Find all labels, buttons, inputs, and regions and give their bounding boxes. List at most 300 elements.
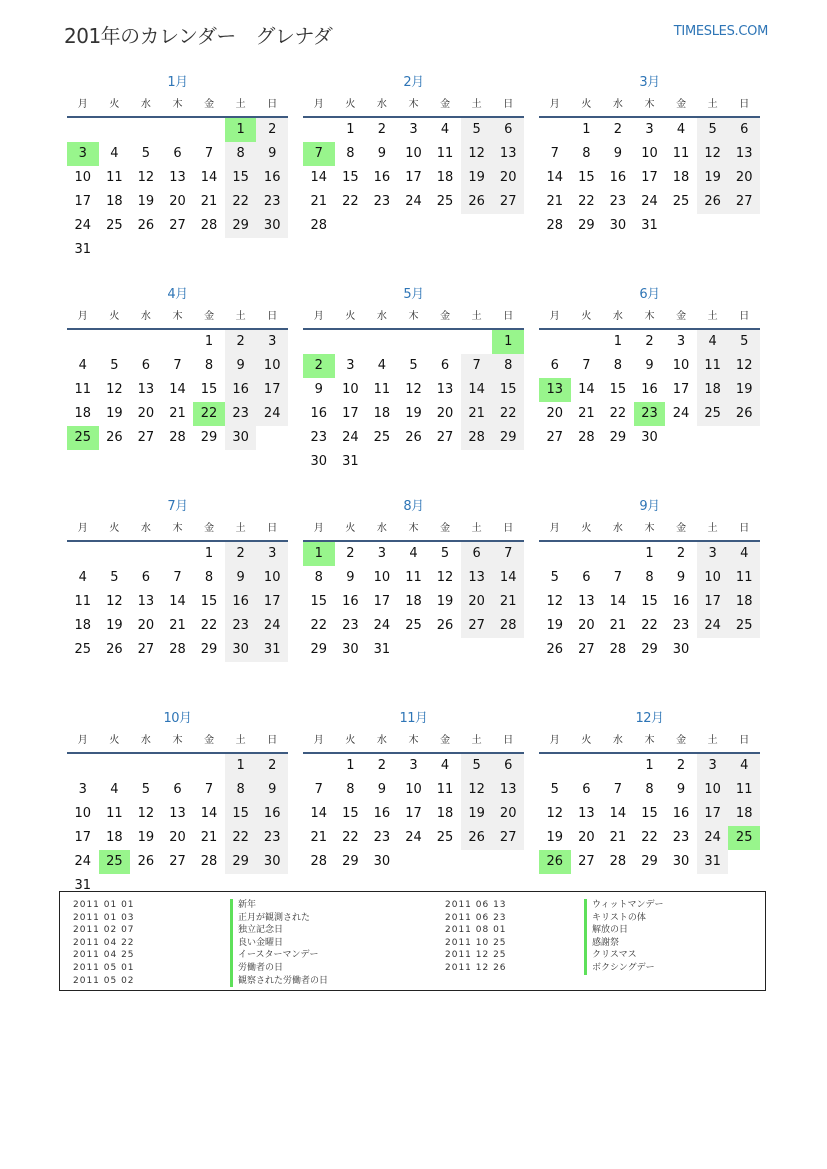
day-cell[interactable]: 31 <box>697 850 729 874</box>
day-cell[interactable]: 23 <box>373 194 391 209</box>
day-cell[interactable]: 9 <box>314 382 323 397</box>
day-cell[interactable]: 4 <box>78 358 87 373</box>
day-cell[interactable]: 22 <box>225 190 257 214</box>
day-cell[interactable]: 26 <box>697 190 729 214</box>
day-cell[interactable]: 11 <box>74 594 92 609</box>
day-cell[interactable]: 5 <box>141 782 151 797</box>
day-cell[interactable]: 15 <box>342 170 359 185</box>
day-cell[interactable]: 2 <box>225 542 257 566</box>
day-cell[interactable]: 12 <box>436 570 454 585</box>
day-cell[interactable]: 4 <box>440 758 450 773</box>
day-cell[interactable]: 29 <box>492 426 524 450</box>
day-cell[interactable]: 20 <box>578 618 595 633</box>
day-cell[interactable]: 28 <box>310 854 328 869</box>
day-cell[interactable]: 1 <box>346 122 355 137</box>
day-cell[interactable]: 5 <box>409 358 418 373</box>
day-cell[interactable]: 22 <box>578 194 595 209</box>
day-cell[interactable]: 24 <box>697 614 729 638</box>
day-cell[interactable]: 16 <box>373 170 391 185</box>
holiday-day-cell[interactable]: 7 <box>303 142 335 166</box>
day-cell[interactable]: 21 <box>310 830 328 845</box>
day-cell[interactable]: 18 <box>74 618 92 633</box>
day-cell[interactable]: 23 <box>256 190 288 214</box>
day-cell[interactable]: 7 <box>550 146 559 161</box>
day-cell[interactable]: 26 <box>137 854 155 869</box>
day-cell[interactable]: 3 <box>409 122 418 137</box>
day-cell[interactable]: 10 <box>672 358 690 373</box>
holiday-day-cell[interactable]: 25 <box>99 850 131 874</box>
day-cell[interactable]: 10 <box>373 570 391 585</box>
day-cell[interactable]: 21 <box>578 406 595 421</box>
day-cell[interactable]: 8 <box>314 570 323 585</box>
day-cell[interactable]: 24 <box>697 826 729 850</box>
day-cell[interactable]: 6 <box>728 118 760 142</box>
day-cell[interactable]: 15 <box>641 594 658 609</box>
day-cell[interactable]: 29 <box>342 854 359 869</box>
day-cell[interactable]: 6 <box>550 358 559 373</box>
day-cell[interactable]: 1 <box>645 546 654 561</box>
day-cell[interactable]: 11 <box>436 782 454 797</box>
day-cell[interactable]: 17 <box>641 170 658 185</box>
day-cell[interactable]: 4 <box>110 146 119 161</box>
day-cell[interactable]: 8 <box>225 778 257 802</box>
day-cell[interactable]: 10 <box>342 382 359 397</box>
day-cell[interactable]: 21 <box>609 830 627 845</box>
day-cell[interactable]: 16 <box>373 806 391 821</box>
day-cell[interactable]: 22 <box>609 406 627 421</box>
day-cell[interactable]: 21 <box>169 406 186 421</box>
day-cell[interactable]: 3 <box>697 754 729 778</box>
day-cell[interactable]: 2 <box>645 334 654 349</box>
day-cell[interactable]: 13 <box>169 170 186 185</box>
day-cell[interactable]: 24 <box>342 430 359 445</box>
holiday-day-cell[interactable]: 1 <box>303 542 335 566</box>
day-cell[interactable]: 22 <box>641 618 658 633</box>
day-cell[interactable]: 21 <box>310 194 328 209</box>
day-cell[interactable]: 17 <box>697 590 729 614</box>
day-cell[interactable]: 19 <box>106 618 123 633</box>
day-cell[interactable]: 20 <box>436 406 454 421</box>
day-cell[interactable]: 11 <box>74 382 92 397</box>
day-cell[interactable]: 28 <box>169 430 186 445</box>
day-cell[interactable]: 15 <box>342 806 359 821</box>
day-cell[interactable]: 27 <box>137 642 155 657</box>
day-cell[interactable]: 7 <box>613 570 623 585</box>
day-cell[interactable]: 13 <box>137 594 155 609</box>
day-cell[interactable]: 21 <box>546 194 564 209</box>
holiday-day-cell[interactable]: 13 <box>539 378 571 402</box>
day-cell[interactable]: 10 <box>697 778 729 802</box>
day-cell[interactable]: 6 <box>492 754 524 778</box>
holiday-day-cell[interactable]: 1 <box>492 330 524 354</box>
day-cell[interactable]: 7 <box>492 542 524 566</box>
day-cell[interactable]: 28 <box>492 614 524 638</box>
day-cell[interactable]: 14 <box>310 806 328 821</box>
day-cell[interactable]: 14 <box>578 382 595 397</box>
day-cell[interactable]: 29 <box>310 642 328 657</box>
day-cell[interactable]: 20 <box>492 802 524 826</box>
day-cell[interactable]: 19 <box>436 594 454 609</box>
day-cell[interactable]: 14 <box>169 594 186 609</box>
day-cell[interactable]: 5 <box>141 146 151 161</box>
day-cell[interactable]: 23 <box>310 430 328 445</box>
day-cell[interactable]: 15 <box>200 594 218 609</box>
day-cell[interactable]: 9 <box>225 354 257 378</box>
day-cell[interactable]: 18 <box>373 406 391 421</box>
day-cell[interactable]: 27 <box>492 826 524 850</box>
day-cell[interactable]: 2 <box>346 546 355 561</box>
day-cell[interactable]: 14 <box>609 806 627 821</box>
day-cell[interactable]: 19 <box>405 406 422 421</box>
day-cell[interactable]: 8 <box>492 354 524 378</box>
day-cell[interactable]: 5 <box>461 118 493 142</box>
day-cell[interactable]: 26 <box>405 430 422 445</box>
day-cell[interactable]: 30 <box>225 638 257 662</box>
day-cell[interactable]: 10 <box>74 806 92 821</box>
day-cell[interactable]: 16 <box>672 594 690 609</box>
day-cell[interactable]: 28 <box>200 218 218 233</box>
day-cell[interactable]: 1 <box>204 546 214 561</box>
day-cell[interactable]: 1 <box>346 758 355 773</box>
day-cell[interactable]: 12 <box>106 382 123 397</box>
day-cell[interactable]: 25 <box>373 430 391 445</box>
day-cell[interactable]: 30 <box>310 454 328 469</box>
day-cell[interactable]: 21 <box>169 618 186 633</box>
day-cell[interactable]: 11 <box>106 806 123 821</box>
day-cell[interactable]: 27 <box>169 854 186 869</box>
day-cell[interactable]: 16 <box>256 802 288 826</box>
day-cell[interactable]: 4 <box>377 358 387 373</box>
day-cell[interactable]: 4 <box>110 782 119 797</box>
day-cell[interactable]: 4 <box>697 330 729 354</box>
day-cell[interactable]: 29 <box>609 430 627 445</box>
day-cell[interactable]: 8 <box>225 142 257 166</box>
day-cell[interactable]: 28 <box>200 854 218 869</box>
day-cell[interactable]: 24 <box>74 218 92 233</box>
day-cell[interactable]: 14 <box>609 594 627 609</box>
day-cell[interactable]: 3 <box>676 334 686 349</box>
day-cell[interactable]: 8 <box>582 146 591 161</box>
day-cell[interactable]: 1 <box>582 122 591 137</box>
day-cell[interactable]: 26 <box>106 430 123 445</box>
day-cell[interactable]: 12 <box>546 594 564 609</box>
day-cell[interactable]: 8 <box>204 570 214 585</box>
holiday-day-cell[interactable]: 25 <box>728 826 760 850</box>
day-cell[interactable]: 15 <box>225 802 257 826</box>
day-cell[interactable]: 8 <box>346 146 355 161</box>
day-cell[interactable]: 11 <box>436 146 454 161</box>
day-cell[interactable]: 19 <box>106 406 123 421</box>
day-cell[interactable]: 8 <box>613 358 623 373</box>
day-cell[interactable]: 24 <box>641 194 658 209</box>
holiday-day-cell[interactable]: 26 <box>539 850 571 874</box>
day-cell[interactable]: 20 <box>728 166 760 190</box>
day-cell[interactable]: 3 <box>256 542 288 566</box>
holiday-day-cell[interactable]: 2 <box>303 354 335 378</box>
day-cell[interactable]: 1 <box>225 754 257 778</box>
day-cell[interactable]: 25 <box>405 618 422 633</box>
day-cell[interactable]: 20 <box>169 194 186 209</box>
day-cell[interactable]: 25 <box>697 402 729 426</box>
day-cell[interactable]: 20 <box>137 618 155 633</box>
day-cell[interactable]: 19 <box>461 166 493 190</box>
day-cell[interactable]: 27 <box>492 190 524 214</box>
day-cell[interactable]: 30 <box>256 214 288 238</box>
day-cell[interactable]: 30 <box>609 218 627 233</box>
holiday-day-cell[interactable]: 23 <box>634 402 666 426</box>
day-cell[interactable]: 20 <box>546 406 564 421</box>
day-cell[interactable]: 24 <box>74 854 92 869</box>
day-cell[interactable]: 18 <box>672 170 690 185</box>
day-cell[interactable]: 27 <box>728 190 760 214</box>
day-cell[interactable]: 7 <box>173 570 182 585</box>
day-cell[interactable]: 31 <box>74 878 92 893</box>
day-cell[interactable]: 5 <box>550 570 559 585</box>
day-cell[interactable]: 11 <box>697 354 729 378</box>
day-cell[interactable]: 5 <box>110 358 119 373</box>
day-cell[interactable]: 30 <box>641 430 658 445</box>
day-cell[interactable]: 22 <box>342 194 359 209</box>
day-cell[interactable]: 16 <box>310 406 328 421</box>
day-cell[interactable]: 22 <box>641 830 658 845</box>
day-cell[interactable]: 19 <box>697 166 729 190</box>
day-cell[interactable]: 27 <box>546 430 564 445</box>
holiday-day-cell[interactable]: 1 <box>225 118 257 142</box>
day-cell[interactable]: 9 <box>256 142 288 166</box>
day-cell[interactable]: 30 <box>672 642 690 657</box>
day-cell[interactable]: 21 <box>200 830 218 845</box>
day-cell[interactable]: 25 <box>74 642 92 657</box>
day-cell[interactable]: 10 <box>405 146 422 161</box>
day-cell[interactable]: 31 <box>373 642 391 657</box>
day-cell[interactable]: 8 <box>645 570 654 585</box>
day-cell[interactable]: 2 <box>676 758 686 773</box>
day-cell[interactable]: 21 <box>200 194 218 209</box>
day-cell[interactable]: 23 <box>609 194 627 209</box>
day-cell[interactable]: 9 <box>613 146 623 161</box>
day-cell[interactable]: 24 <box>405 830 422 845</box>
holiday-day-cell[interactable]: 25 <box>67 426 99 450</box>
day-cell[interactable]: 14 <box>546 170 564 185</box>
day-cell[interactable]: 19 <box>137 830 155 845</box>
day-cell[interactable]: 22 <box>310 618 328 633</box>
day-cell[interactable]: 16 <box>609 170 627 185</box>
day-cell[interactable]: 10 <box>405 782 422 797</box>
day-cell[interactable]: 14 <box>200 170 218 185</box>
day-cell[interactable]: 3 <box>256 330 288 354</box>
day-cell[interactable]: 10 <box>256 566 288 590</box>
day-cell[interactable]: 28 <box>461 426 493 450</box>
day-cell[interactable]: 19 <box>546 618 564 633</box>
day-cell[interactable]: 21 <box>461 402 493 426</box>
day-cell[interactable]: 2 <box>256 754 288 778</box>
day-cell[interactable]: 27 <box>436 430 454 445</box>
day-cell[interactable]: 18 <box>728 802 760 826</box>
day-cell[interactable]: 6 <box>582 570 591 585</box>
day-cell[interactable]: 25 <box>728 614 760 638</box>
day-cell[interactable]: 14 <box>492 566 524 590</box>
day-cell[interactable]: 6 <box>461 542 493 566</box>
day-cell[interactable]: 25 <box>672 194 690 209</box>
day-cell[interactable]: 24 <box>405 194 422 209</box>
day-cell[interactable]: 7 <box>173 358 182 373</box>
day-cell[interactable]: 26 <box>106 642 123 657</box>
day-cell[interactable]: 7 <box>582 358 591 373</box>
day-cell[interactable]: 23 <box>672 618 690 633</box>
day-cell[interactable]: 17 <box>74 194 92 209</box>
day-cell[interactable]: 15 <box>578 170 595 185</box>
day-cell[interactable]: 6 <box>141 570 151 585</box>
day-cell[interactable]: 28 <box>546 218 564 233</box>
day-cell[interactable]: 29 <box>225 850 257 874</box>
day-cell[interactable]: 16 <box>342 594 359 609</box>
day-cell[interactable]: 23 <box>373 830 391 845</box>
day-cell[interactable]: 24 <box>672 406 690 421</box>
day-cell[interactable]: 4 <box>728 754 760 778</box>
day-cell[interactable]: 24 <box>256 402 288 426</box>
day-cell[interactable]: 30 <box>373 854 391 869</box>
day-cell[interactable]: 18 <box>436 170 454 185</box>
day-cell[interactable]: 27 <box>578 854 595 869</box>
day-cell[interactable]: 9 <box>225 566 257 590</box>
day-cell[interactable]: 31 <box>74 242 92 257</box>
day-cell[interactable]: 23 <box>225 614 257 638</box>
day-cell[interactable]: 14 <box>310 170 328 185</box>
day-cell[interactable]: 28 <box>169 642 186 657</box>
day-cell[interactable]: 21 <box>609 618 627 633</box>
day-cell[interactable]: 28 <box>578 430 595 445</box>
day-cell[interactable]: 27 <box>169 218 186 233</box>
day-cell[interactable]: 12 <box>137 806 155 821</box>
day-cell[interactable]: 17 <box>74 830 92 845</box>
day-cell[interactable]: 31 <box>641 218 658 233</box>
day-cell[interactable]: 15 <box>492 378 524 402</box>
day-cell[interactable]: 15 <box>200 382 218 397</box>
day-cell[interactable]: 13 <box>169 806 186 821</box>
day-cell[interactable]: 5 <box>440 546 450 561</box>
day-cell[interactable]: 17 <box>697 802 729 826</box>
day-cell[interactable]: 28 <box>609 854 627 869</box>
day-cell[interactable]: 17 <box>256 378 288 402</box>
day-cell[interactable]: 4 <box>728 542 760 566</box>
day-cell[interactable]: 3 <box>409 758 418 773</box>
holiday-day-cell[interactable]: 22 <box>193 402 225 426</box>
day-cell[interactable]: 27 <box>578 642 595 657</box>
day-cell[interactable]: 30 <box>225 426 257 450</box>
day-cell[interactable]: 9 <box>676 782 686 797</box>
day-cell[interactable]: 31 <box>256 638 288 662</box>
day-cell[interactable]: 13 <box>492 142 524 166</box>
day-cell[interactable]: 8 <box>645 782 654 797</box>
day-cell[interactable]: 1 <box>645 758 654 773</box>
day-cell[interactable]: 13 <box>461 566 493 590</box>
day-cell[interactable]: 18 <box>405 594 422 609</box>
day-cell[interactable]: 9 <box>645 358 654 373</box>
day-cell[interactable]: 7 <box>613 782 623 797</box>
day-cell[interactable]: 22 <box>225 826 257 850</box>
day-cell[interactable]: 27 <box>461 614 493 638</box>
day-cell[interactable]: 24 <box>256 614 288 638</box>
day-cell[interactable]: 5 <box>461 754 493 778</box>
day-cell[interactable]: 9 <box>377 146 387 161</box>
day-cell[interactable]: 13 <box>578 594 595 609</box>
day-cell[interactable]: 17 <box>405 806 422 821</box>
day-cell[interactable]: 11 <box>672 146 690 161</box>
day-cell[interactable]: 29 <box>578 218 595 233</box>
day-cell[interactable]: 10 <box>641 146 658 161</box>
day-cell[interactable]: 8 <box>204 358 214 373</box>
day-cell[interactable]: 6 <box>440 358 450 373</box>
day-cell[interactable]: 19 <box>461 802 493 826</box>
day-cell[interactable]: 28 <box>310 218 328 233</box>
day-cell[interactable]: 22 <box>342 830 359 845</box>
day-cell[interactable]: 25 <box>106 218 123 233</box>
day-cell[interactable]: 10 <box>697 566 729 590</box>
day-cell[interactable]: 3 <box>78 782 87 797</box>
day-cell[interactable]: 7 <box>461 354 493 378</box>
day-cell[interactable]: 22 <box>492 402 524 426</box>
day-cell[interactable]: 16 <box>225 378 257 402</box>
day-cell[interactable]: 3 <box>697 542 729 566</box>
day-cell[interactable]: 31 <box>342 454 359 469</box>
day-cell[interactable]: 17 <box>672 382 690 397</box>
day-cell[interactable]: 16 <box>225 590 257 614</box>
day-cell[interactable]: 20 <box>169 830 186 845</box>
day-cell[interactable]: 29 <box>200 430 218 445</box>
day-cell[interactable]: 3 <box>346 358 355 373</box>
day-cell[interactable]: 23 <box>225 402 257 426</box>
day-cell[interactable]: 2 <box>225 330 257 354</box>
day-cell[interactable]: 15 <box>641 806 658 821</box>
day-cell[interactable]: 6 <box>492 118 524 142</box>
day-cell[interactable]: 19 <box>137 194 155 209</box>
day-cell[interactable]: 12 <box>106 594 123 609</box>
day-cell[interactable]: 18 <box>436 806 454 821</box>
day-cell[interactable]: 12 <box>461 778 493 802</box>
day-cell[interactable]: 12 <box>137 170 155 185</box>
brand-logo[interactable]: TIMESLES.COM <box>673 24 768 39</box>
day-cell[interactable]: 2 <box>613 122 623 137</box>
day-cell[interactable]: 1 <box>204 334 214 349</box>
day-cell[interactable]: 5 <box>697 118 729 142</box>
day-cell[interactable]: 4 <box>440 122 450 137</box>
day-cell[interactable]: 7 <box>204 146 214 161</box>
day-cell[interactable]: 21 <box>492 590 524 614</box>
day-cell[interactable]: 6 <box>173 782 182 797</box>
day-cell[interactable]: 9 <box>256 778 288 802</box>
day-cell[interactable]: 20 <box>137 406 155 421</box>
day-cell[interactable]: 27 <box>137 430 155 445</box>
day-cell[interactable]: 14 <box>200 806 218 821</box>
day-cell[interactable]: 18 <box>697 378 729 402</box>
day-cell[interactable]: 23 <box>256 826 288 850</box>
day-cell[interactable]: 3 <box>377 546 387 561</box>
day-cell[interactable]: 17 <box>373 594 391 609</box>
day-cell[interactable]: 13 <box>492 778 524 802</box>
day-cell[interactable]: 14 <box>169 382 186 397</box>
day-cell[interactable]: 5 <box>728 330 760 354</box>
day-cell[interactable]: 11 <box>373 382 391 397</box>
day-cell[interactable]: 30 <box>672 854 690 869</box>
day-cell[interactable]: 15 <box>225 166 257 190</box>
day-cell[interactable]: 9 <box>676 570 686 585</box>
day-cell[interactable]: 29 <box>225 214 257 238</box>
day-cell[interactable]: 20 <box>461 590 493 614</box>
day-cell[interactable]: 9 <box>377 782 387 797</box>
day-cell[interactable]: 23 <box>672 830 690 845</box>
day-cell[interactable]: 6 <box>141 358 151 373</box>
day-cell[interactable]: 9 <box>346 570 355 585</box>
